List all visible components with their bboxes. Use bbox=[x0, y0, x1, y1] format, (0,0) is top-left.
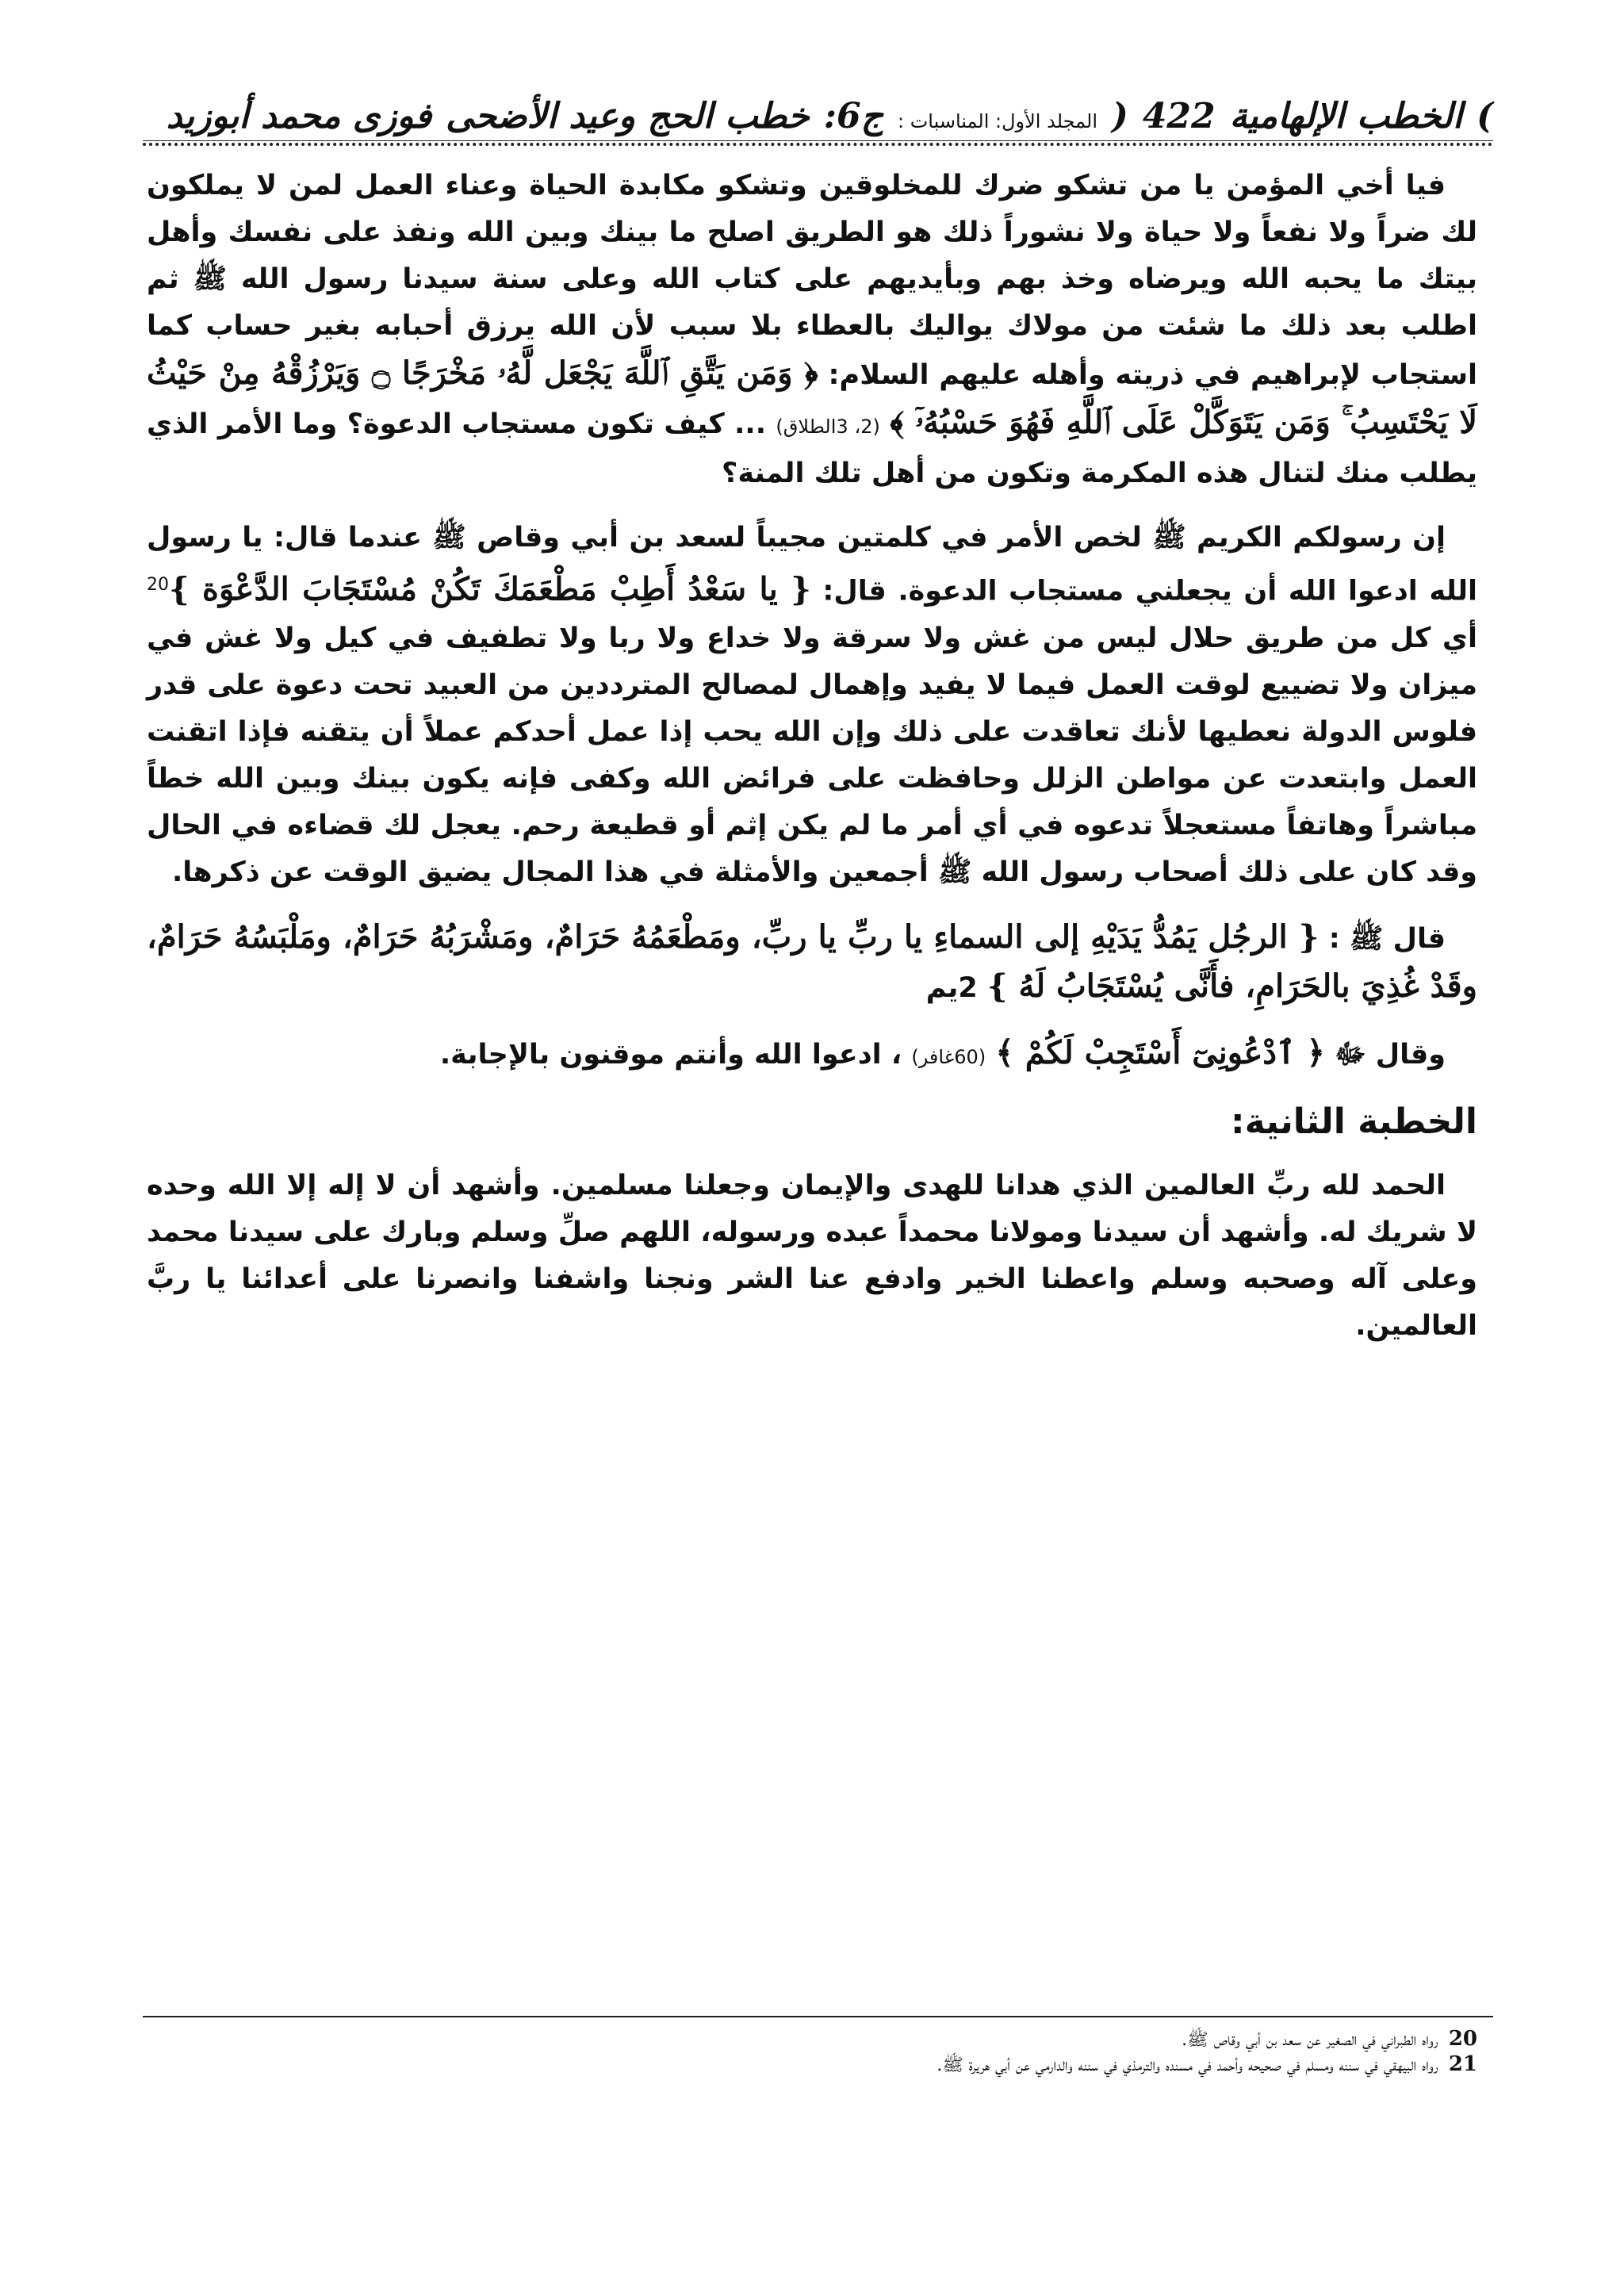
paragraph-1 bbox=[147, 163, 1477, 497]
running-header bbox=[143, 67, 1493, 146]
quran-verse-ghafir: ﴿ ٱدْعُونِىٓ أَسْتَجِبْ لَكُمْ ﴾ bbox=[995, 1033, 1325, 1071]
footnote-rule bbox=[143, 2016, 1493, 2017]
paragraph-4 bbox=[147, 1029, 1477, 1081]
footnote-marker-20: 20 bbox=[147, 575, 169, 595]
paragraph-3 bbox=[147, 914, 1477, 1012]
paragraph-2-intro: إن رسولكم الكريم ﷺ لخص الأمر في كلمتين مجيباً لسعد بن أبي وقاص ﷺ عندما قال: يا رسول الله ادعوا الله أن يجعلني مستجاب الدعوة. قال: bbox=[147, 522, 1477, 607]
hadith-saad: { يا سَعْدُ أَطِبْ مَطْعَمَكَ تَكُنْ مُسْتَجَابَ الدَّعْوَة } bbox=[169, 570, 811, 608]
header-open-paren: ( bbox=[1111, 96, 1128, 136]
header-part: ج6: bbox=[823, 96, 883, 136]
quran-ref-talaq: (2، 3الطلاق) bbox=[776, 416, 880, 438]
paragraph-4-intro: وقال ﷻ bbox=[1335, 1038, 1446, 1071]
footnote-text: رواه البيهقي في سننه ومسلم في صحيحه وأحمد في مسنده والترمذي في سننه والدارمي عن أبي هريرة ﷺ. bbox=[936, 2055, 1438, 2075]
header-solid-rule bbox=[143, 140, 1493, 141]
header-volume-label: المجلد الأول: المناسبات : bbox=[897, 110, 1097, 132]
paragraph-1-tail: ... كيف تكون مستجاب الدعوة؟ وما الأمر الذي يطلب منك لتنال هذه المكرمة وتكون من أهل تلك المنة؟ bbox=[147, 408, 1477, 489]
section-heading-second-sermon: الخطبة الثانية: bbox=[1231, 1101, 1477, 1142]
header-author: فوزى محمد أبوزيد bbox=[166, 96, 432, 136]
footnote-marker-21: 2يم bbox=[925, 971, 978, 1004]
footnotes bbox=[147, 2027, 1477, 2078]
header-line bbox=[143, 96, 1493, 136]
paragraph-3-intro: قال ﷺ : bbox=[1328, 922, 1446, 955]
paragraph-2-body: أي كل من طريق حلال ليس من غش ولا سرقة ولا خداع ولا ربا ولا تطفيف في كيل ولا غش في ميزان ولا تضييع لوقت العمل فيما لا يفيد وإهمال لمصالح المترددين من العبيد تحت دعوة على قدر فلوس الدولة نعطيها لأنك تعاقدت على ذلك وإن الله يحب إذا عمل أحدكم عملاً أن يتقنه فإذا اتقنت العمل وابتعدت عن مواطن الزلل وحافظت على فرائض الله وكفى فإنه يكون بينك وبين الله خطاً مباشراً وهاتفاً مستعجلاً تدعوه في أي أمر ما لم يكن إثم أو قطيعة رحم. يعجل لك قضاءه في الحال وقد كان على ذلك أصحاب رسول الله ﷺ أجمعين والأمثلة في هذا المجال يضيق الوقت عن ذكرها. bbox=[147, 622, 1477, 888]
hadith-haram: { الرجُل يَمُدُّ يَدَيْهِ إلى السماءِ يا ربِّ يا ربِّ، ومَطْعَمُهُ حَرَامٌ، ومَشْرَبُهُ حَرَامٌ، ومَلْبَسُهُ حَرَامٌ، وقَدْ غُذِيَ بالحَرَامِ، فأَنَّى يُسْتَجَابُ لَهُ } bbox=[147, 918, 1477, 1005]
header-close-paren: ) bbox=[1477, 96, 1493, 136]
header-part-title: خطب الحج وعيد الأضحى bbox=[446, 96, 810, 136]
paragraph-5-text: الحمد لله ربِّ العالمين الذي هدانا للهدى والإيمان وجعلنا مسلمين. وأشهد أن لا إله إلا الله وحده لا شريك له. وأشهد أن سيدنا ومولانا محمداً عبده ورسوله، اللهم صلِّ وسلم وبارك على سيدنا محمد وعلى آله وصحبه وسلم واعطنا الخير وادفع عنا الشر ونجنا واشفنا وانصرنا على أعدائنا يا ربَّ العالمين. bbox=[147, 1169, 1477, 1342]
quran-verse-talaq: ﴿ وَمَن يَتَّقِ ٱللَّهَ يَجْعَل لَّهُۥ مَخْرَجًا ۝ وَيَرْزُقْهُ مِنْ حَيْثُ لَا يَحْتَسِبُ ۚ وَمَن يَتَوَكَّلْ عَلَى ٱللَّهِ فَهُوَ حَسْبُهُۥٓ ﴾ bbox=[147, 354, 1478, 441]
header-dotted-rule bbox=[143, 143, 1493, 146]
footnote-number: 20 bbox=[1448, 2027, 1477, 2051]
footnote-text: رواه الطبراني في الصغير عن سعد بن أبي وقاص ﷺ. bbox=[1182, 2030, 1438, 2050]
header-book-title: الخطب الإلهامية bbox=[1229, 96, 1463, 136]
footnote-item bbox=[147, 2052, 1477, 2078]
paragraph-4-tail: ، ادعوا الله وأنتم موقنون بالإجابة. bbox=[439, 1038, 902, 1071]
footnote-number: 21 bbox=[1448, 2052, 1477, 2076]
header-page-number: 422 bbox=[1142, 96, 1216, 136]
paragraph-1-text: فيا أخي المؤمن يا من تشكو ضرك للمخلوقين وتشكو مكابدة الحياة وعناء العمل لمن لا يملكون لك ضراً ولا نفعاً ولا حياة ولا نشوراً ذلك هو الطريق اصلح ما بينك وبين الله ونفذ على نفسك وأهل بيتك ما يحبه الله ويرضاه وخذ بهم وبأيديهم على كتاب الله وعلى سنة سيدنا رسول الله ﷺ ثم اطلب بعد ذلك ما شئت من مولاك يواليك بالعطاء بلا سبب لأن الله يرزق أحبابه بغير حساب كما استجاب لإبراهيم في ذريته وأهله عليهم السلام: bbox=[147, 170, 1477, 391]
quran-ref-ghafir: (60غافر) bbox=[911, 1045, 986, 1068]
paragraph-2 bbox=[147, 515, 1477, 896]
sermon-body bbox=[147, 163, 1477, 1367]
paragraph-5 bbox=[147, 1163, 1477, 1350]
footnote-item bbox=[147, 2027, 1477, 2052]
